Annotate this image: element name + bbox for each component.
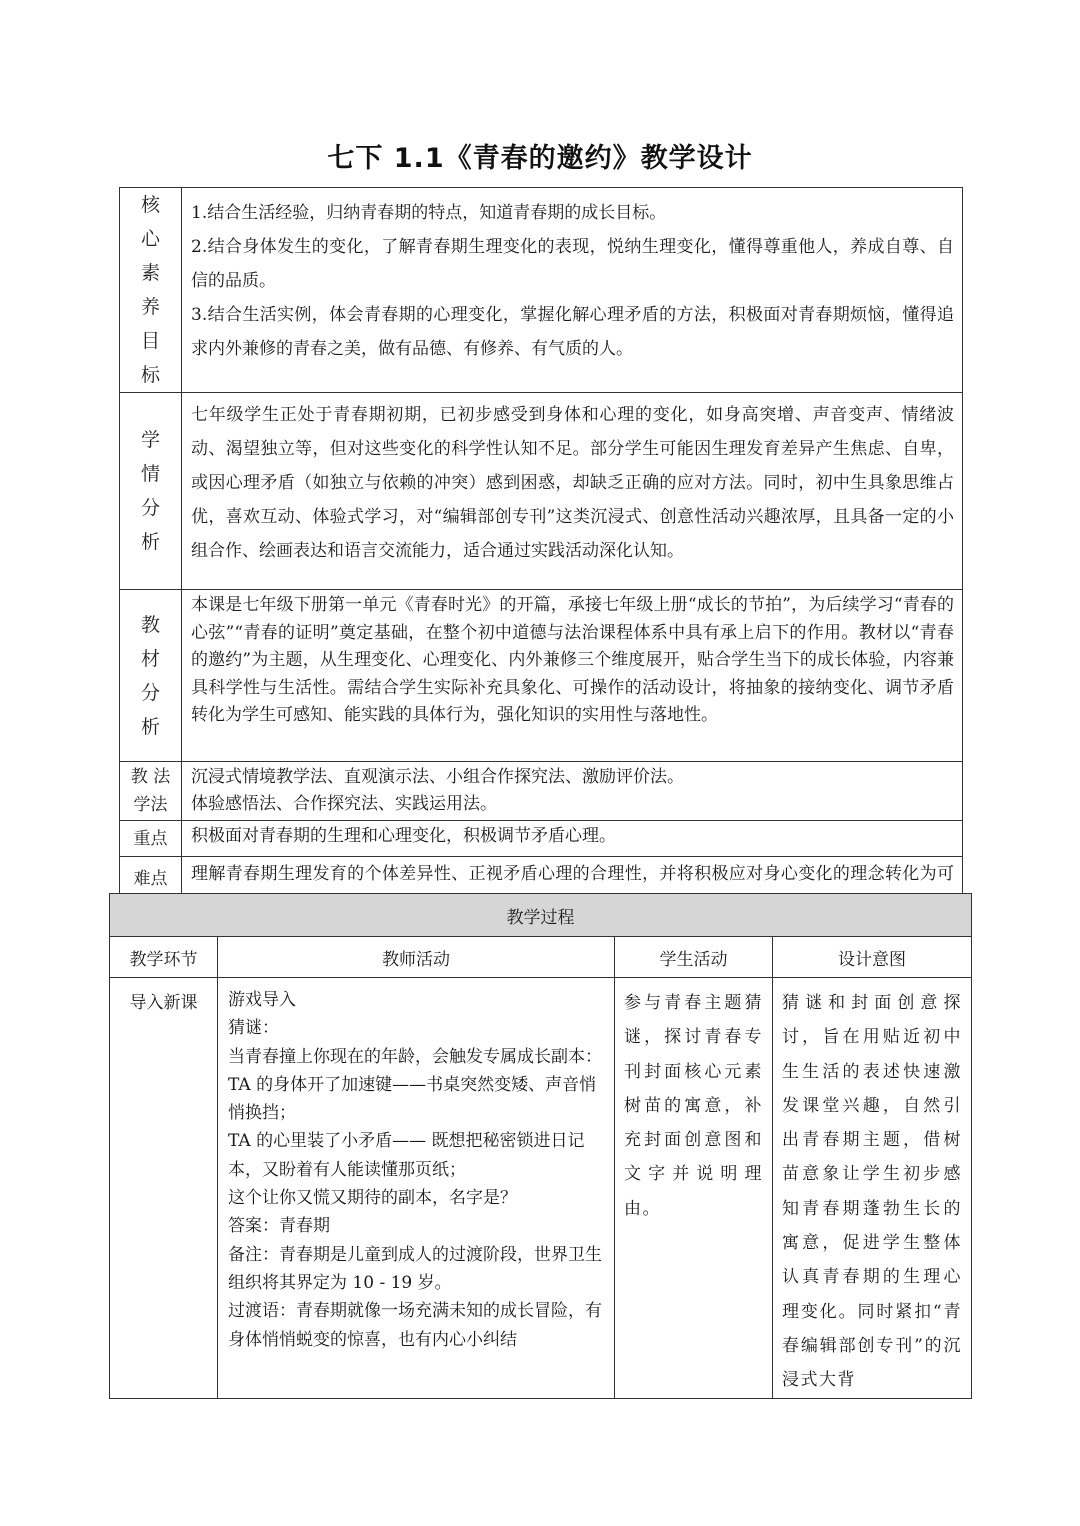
process-title: 教学过程 <box>110 894 972 937</box>
key-point-content <box>182 821 963 857</box>
key-point-label <box>120 821 182 857</box>
methods-label-text: 教 法 学法 <box>130 767 171 815</box>
core-goals-label <box>120 188 182 393</box>
column-header-teacher: 教师活动 <box>218 937 615 978</box>
methods-content <box>182 762 963 821</box>
material-analysis-text: 本课是七年级下册第一单元《青春时光》的开篇，承接七年级上册“成长的节拍”，为后续学习“青春的心弦”“青春的证明”奠定基础，在整个初中道德与法治课程体系中具有承上启下的作用。教材以“青春的邀约”为主题，从生理变化、心理变化、内外兼修三个维度展开，贴合学生当下的成长体验，内容兼具科学性与生活性。需结合学生实际补充具象化、可操作的活动设计，将抽象的接纳变化、调节矛盾转化为学生可感知、能实践的具体行为，强化知识的实用性与落地性。 <box>191 595 954 726</box>
teacher-line: 过渡语：青春期就像一场充满未知的成长冒险，有身体悄悄蜕变的惊喜，也有内心小纠结 <box>228 1301 602 1350</box>
student-analysis-content <box>182 393 963 590</box>
process-title-row <box>110 894 972 937</box>
teaching-process-table <box>109 893 972 1399</box>
material-analysis-label-text: 教材分析 <box>140 613 160 738</box>
design-intent-cell: 猜谜和封面创意探讨，旨在用贴近初中生生活的表述快速激发课堂兴趣，自然引出青春期主题，借树苗意象让学生初步感知青春期蓬勃生长的寓意，促进学生整体认真青春期的生理心理变化。同时紧扣“青春编辑部创专刊”的沉浸式大背 <box>773 978 972 1399</box>
learning-methods-text: 体验感悟法、合作探究法、实践运用法。 <box>191 794 497 814</box>
teacher-line: 答案：青春期 <box>228 1216 330 1237</box>
key-point-label-text: 重点 <box>133 828 168 849</box>
teacher-activity-cell <box>218 978 615 1399</box>
document-title: 七下 1.1《青春的邀约》教学设计 <box>327 143 753 174</box>
teacher-line: 游戏导入 <box>228 990 296 1010</box>
material-analysis-content <box>182 590 963 762</box>
core-goals-content <box>182 188 963 393</box>
teaching-methods-text: 沉浸式情境教学法、直观演示法、小组合作探究法、激励评价法。 <box>191 767 684 787</box>
column-header-student: 学生活动 <box>615 937 773 978</box>
teacher-line: 当青春撞上你现在的年龄，会触发专属成长副本： <box>228 1046 602 1067</box>
student-analysis-label-text: 学情分析 <box>140 429 160 553</box>
difficulty-label-text: 难点 <box>133 869 168 889</box>
key-point-text: 积极面对青春期的生理和心理变化，积极调节矛盾心理。 <box>191 826 616 846</box>
methods-label <box>120 762 182 821</box>
process-header-row <box>110 937 972 978</box>
teacher-line: 这个让你又慌又期待的副本，名字是？ <box>228 1188 517 1209</box>
student-analysis-text: 七年级学生正处于青春期初期，已初步感受到身体和心理的变化，如身高突增、声音变声、情绪波动、渴望独立等，但对这些变化的科学性认知不足。部分学生可能因生理发育差异产生焦虑、自卑，或因心理矛盾（如独立与依赖的冲突）感到困惑，却缺乏正确的应对方法。同时，初中生具象思维占优，喜欢互动、体验式学习，对“编辑部创专刊”这类沉浸式、创意性活动兴趣浓厚，且具备一定的小组合作、绘画表达和语言交流能力，适合通过实践活动深化认知。 <box>191 405 954 561</box>
column-header-intent: 设计意图 <box>773 937 972 978</box>
methods-row <box>120 762 963 821</box>
student-analysis-label <box>120 393 182 590</box>
teacher-line: TA 的身体开了加速键——书桌突然变矮、声音悄悄换挡； <box>228 1074 597 1124</box>
key-point-row <box>120 821 963 857</box>
material-analysis-label <box>120 590 182 762</box>
teacher-line: TA 的心里装了小矛盾—— 既想把秘密锁进日记本，又盼着有人能读懂那页纸； <box>228 1131 585 1180</box>
material-analysis-row <box>120 590 963 762</box>
core-goal-item: 1.结合生活经验，归纳青春期的特点，知道青春期的成长目标。 <box>191 203 667 223</box>
lesson-info-table <box>119 187 963 926</box>
student-analysis-row <box>120 393 963 590</box>
column-header-stage: 教学环节 <box>110 937 218 978</box>
teacher-line: 猜谜： <box>228 1018 279 1039</box>
core-goals-row <box>120 188 963 393</box>
difficulty-text: 理解青春期生理发育的个体差异性、正视矛盾心理的合理性，并将积极应对身心变化的理念转化为可 <box>191 864 954 884</box>
stage-cell: 导入新课 <box>110 978 218 1399</box>
core-goals-label-text: 核心素养目标 <box>140 194 160 386</box>
core-goal-item: 2.结合身体发生的变化，了解青春期生理变化的表现，悦纳生理变化，懂得尊重他人，养成自尊、自信的品质。 <box>191 237 954 291</box>
student-activity-cell: 参与青春主题猜谜，探讨青春专刊封面核心元素树苗的寓意，补充封面创意图和文字并说明理由。 <box>615 978 773 1399</box>
teacher-line: 备注：青春期是儿童到成人的过渡阶段，世界卫生组织将其界定为 10 - 19 岁。 <box>228 1244 602 1293</box>
core-goal-item: 3.结合生活实例，体会青春期的心理变化，掌握化解心理矛盾的方法，积极面对青春期烦恼，懂得追求内外兼修的青春之美，做有品德、有修养、有气质的人。 <box>191 305 954 359</box>
table-row <box>110 978 972 1399</box>
